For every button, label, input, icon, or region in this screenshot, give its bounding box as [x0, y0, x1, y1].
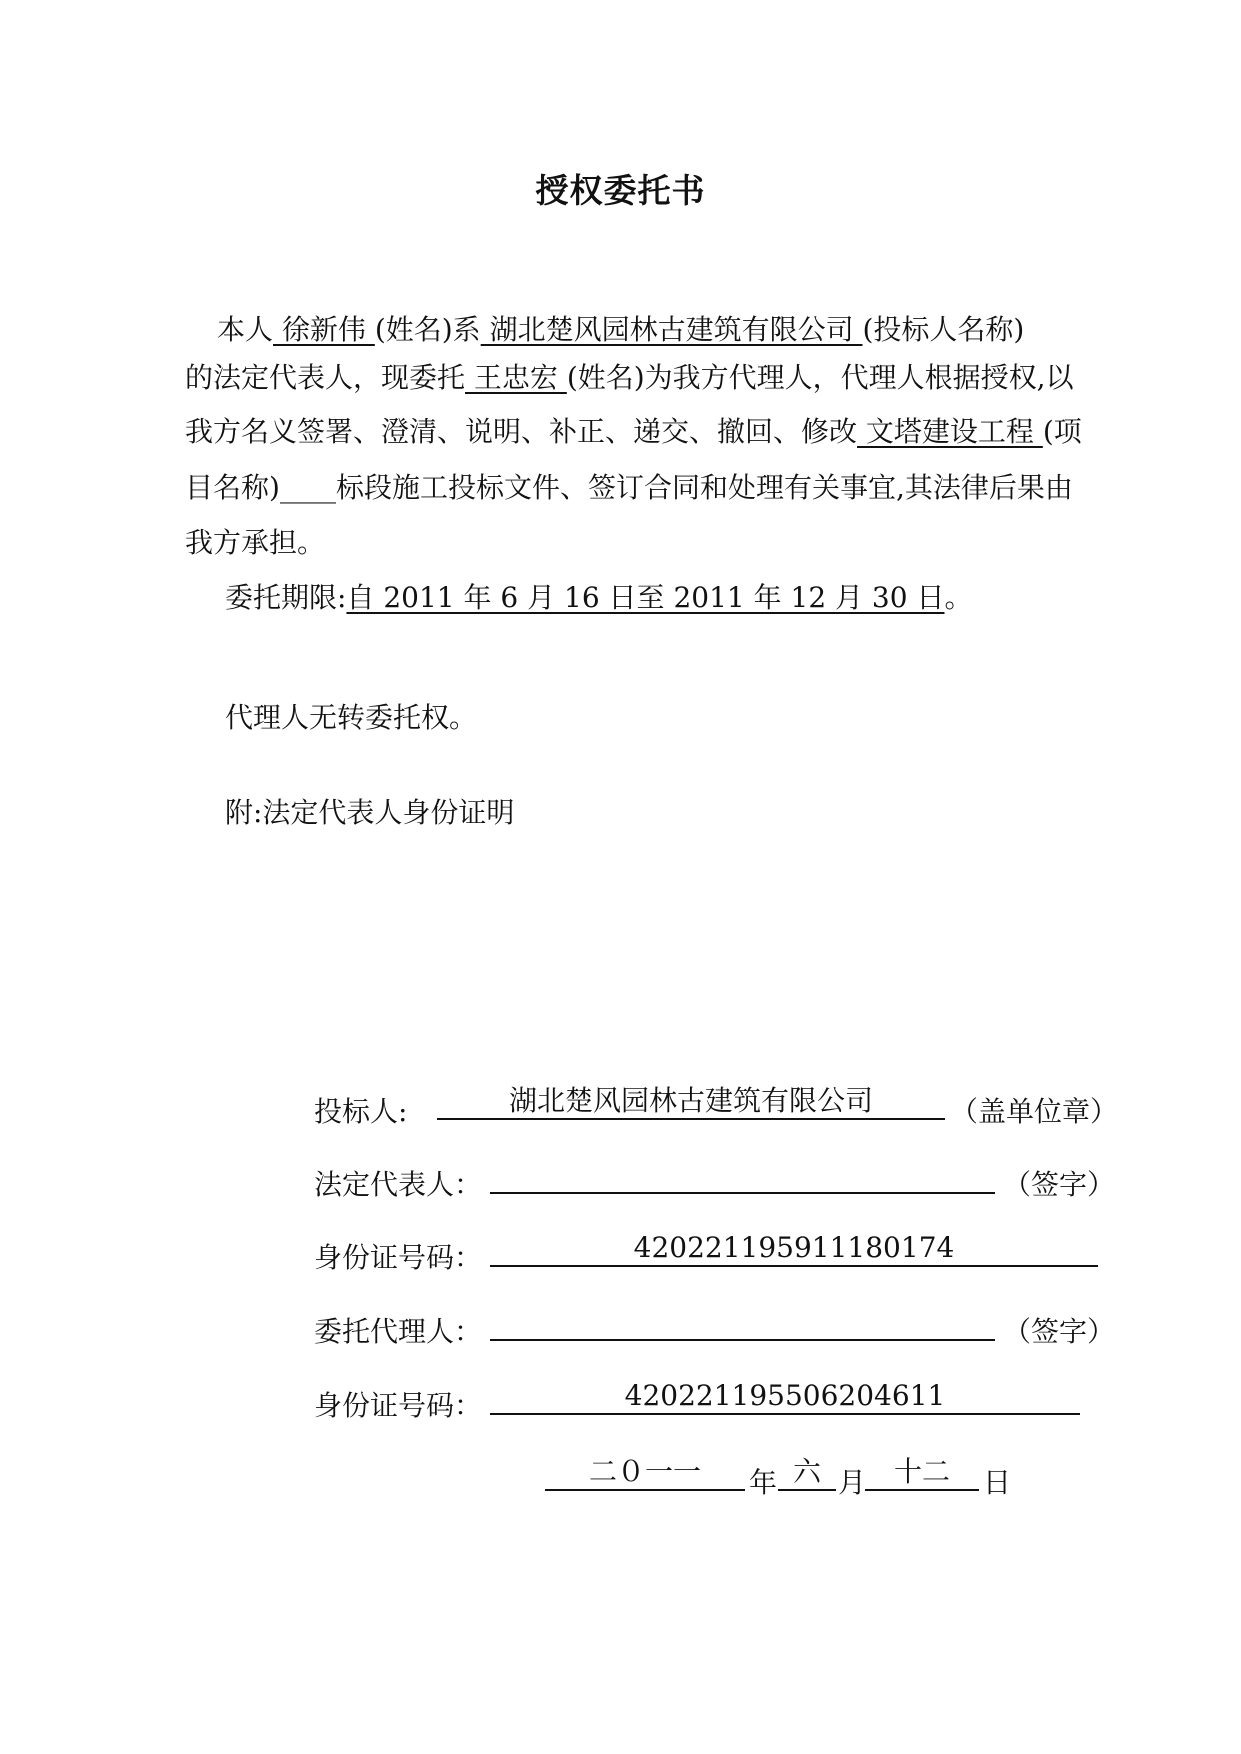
term-line: [225, 568, 1165, 628]
legal-rep-suffix: （签字）: [1003, 1168, 1116, 1201]
date-day-field: 十二: [865, 1457, 979, 1491]
legal-rep-signature-field: [490, 1160, 995, 1194]
document-title: 授权委托书: [535, 171, 706, 210]
no-subdelegation-note: 代理人无转委托权。: [225, 701, 478, 734]
date-day-unit: 日: [983, 1466, 1012, 1499]
principal-name: 徐新伟: [273, 313, 375, 346]
id-number-field-1: 420221195911180174: [490, 1233, 1098, 1267]
paragraph-line-5: 我方承担。: [185, 526, 326, 559]
text: 我方名义签署、澄清、说明、补正、递交、撤回、修改: [185, 415, 858, 448]
text: 的法定代表人，现委托: [185, 361, 466, 394]
text: 本人: [217, 313, 274, 346]
id-number-label-2: 身份证号码：: [314, 1389, 483, 1422]
id-number-label-1: 身份证号码：: [314, 1241, 483, 1274]
bidder-label: 投标人:: [314, 1095, 408, 1128]
text: 目名称): [185, 471, 280, 504]
bidder-suffix: （盖单位章）: [950, 1095, 1119, 1128]
paragraph-line-3: [185, 402, 1125, 462]
attachment-note: 附:法定代表人身份证明: [225, 796, 515, 829]
id-number-field-2: 420221195506204611: [490, 1381, 1080, 1415]
text: (姓名)为我方代理人，代理人根据授权,以: [566, 361, 1074, 394]
agent-suffix: （签字）: [1003, 1315, 1116, 1348]
agent-signature-field: [490, 1307, 995, 1341]
term-end: 。: [944, 581, 973, 614]
bidder-field: 湖北楚风园林古建筑有限公司: [437, 1086, 945, 1120]
date-month-field: 六: [778, 1457, 836, 1491]
paragraph-line-2: [185, 348, 1125, 408]
agent-label: 委托代理人：: [314, 1315, 483, 1348]
project-name: 文塔建设工程: [857, 415, 1043, 448]
text: (姓名)系: [374, 313, 481, 346]
legal-rep-label: 法定代表人：: [314, 1168, 483, 1201]
text: (投标人名称): [862, 313, 1025, 346]
term-label: 委托期限:: [225, 581, 347, 614]
text: (项: [1042, 415, 1082, 448]
agent-name: 王忠宏: [465, 361, 567, 394]
date-year-unit: 年: [749, 1466, 778, 1499]
text: 标段施工投标文件、签订合同和处理有关事宜,其法律后果由: [335, 471, 1073, 504]
date-month-unit: 月: [838, 1466, 867, 1499]
company-name: 湖北楚风园林古建筑有限公司: [480, 313, 863, 346]
date-year-field: 二０一一: [545, 1457, 745, 1491]
term-value: 自 2011 年 6 月 16 日至 2011 年 12 月 30 日: [346, 581, 945, 614]
section-blank: ____: [279, 471, 336, 504]
paragraph-line-4: [185, 458, 1125, 518]
